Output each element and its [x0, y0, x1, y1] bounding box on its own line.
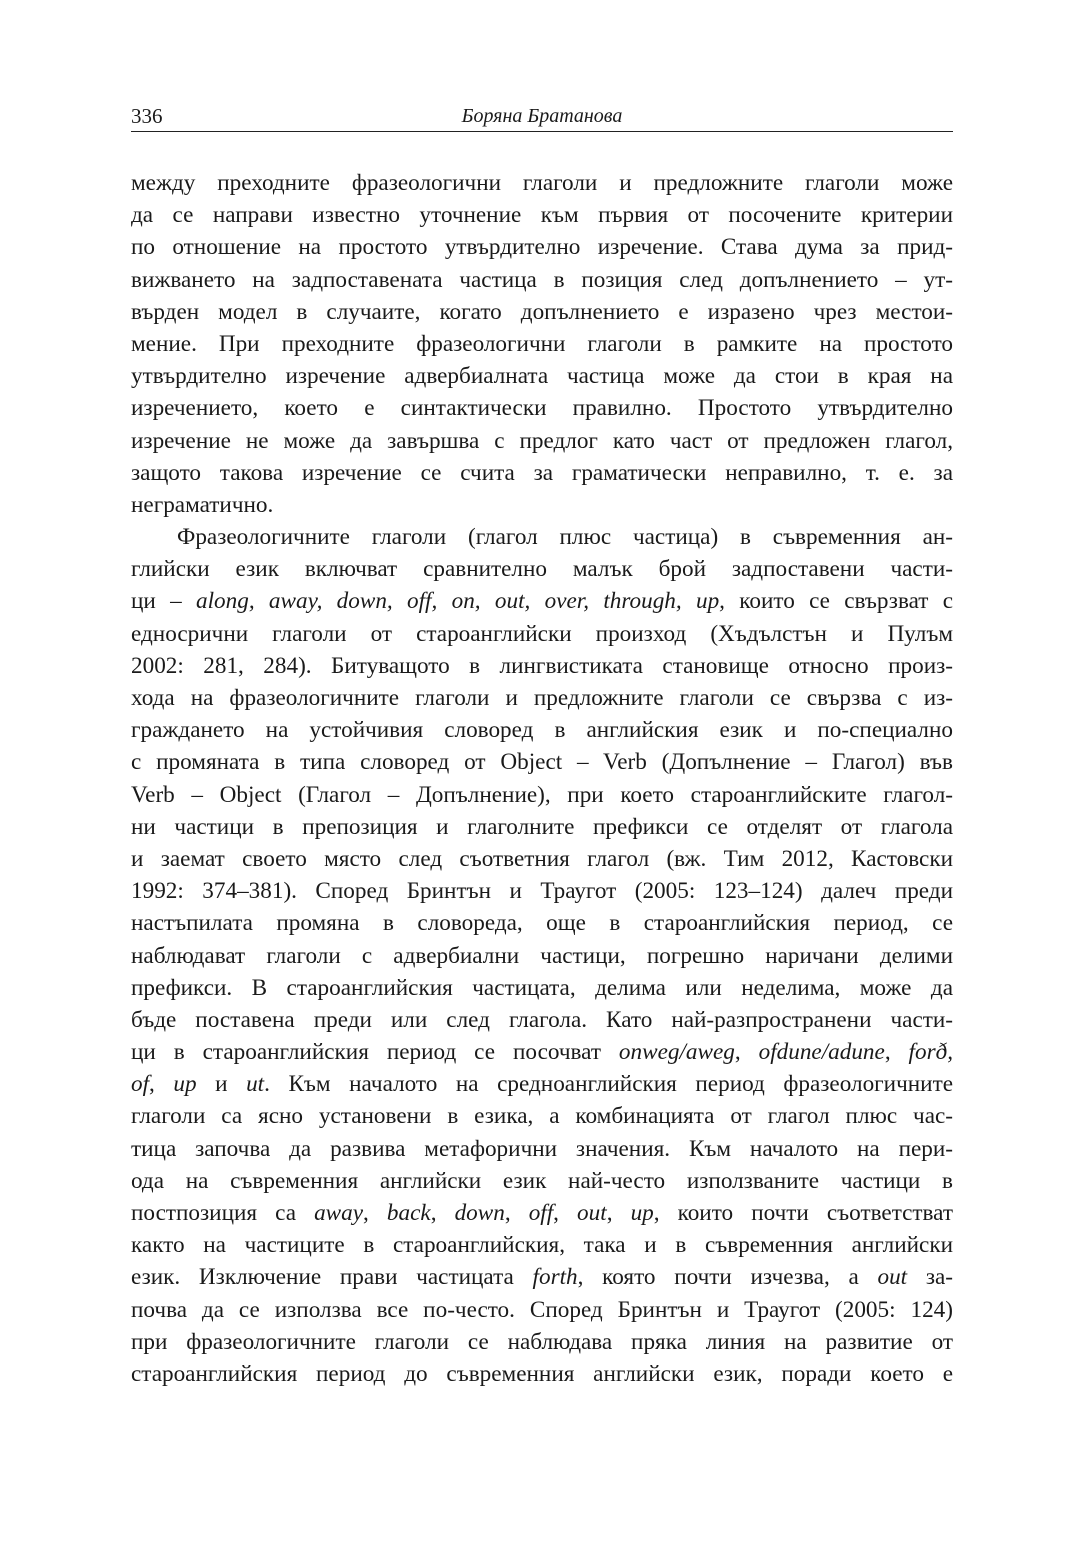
italic-term: out: [877, 1264, 908, 1291]
text-line: ода на съвременния английски език най-често използваните частици в: [131, 1167, 953, 1194]
text-line: [131, 1261, 953, 1293]
text-line: с промяната в типа словоред от Object – Verb (Допълнение – Глагол) във: [131, 749, 953, 776]
text-line: Verb – Object (Глагол – Допълнение), при което староанглийските глагол-: [131, 781, 953, 808]
text-run: ,: [149, 1071, 174, 1098]
text-line: [131, 585, 953, 617]
paragraph-2: [131, 521, 953, 1390]
body-text: [131, 167, 953, 1390]
text-run: и: [196, 1071, 247, 1098]
running-head-author: Боряна Братанова: [461, 105, 623, 127]
italic-term: off: [528, 1200, 554, 1226]
text-run: ци –: [131, 588, 197, 615]
text-line: неграматично.: [131, 491, 274, 518]
text-line: върден модел в случаите, когато допълнението е изразено чрез местои-: [131, 298, 953, 325]
text-run: за-: [907, 1264, 953, 1291]
book-page: [131, 0, 953, 1550]
text-run: постпозиция са: [131, 1200, 315, 1226]
text-line: ни частици в препозиция и глаголните префикси се отделят от глагола: [131, 813, 953, 840]
text-line: защото такова изречение се счита за граматически неправилно, т. е. за: [131, 459, 953, 486]
text-line: Фразеологичните глаголи (глагол плюс частица) в съвременния ан-: [177, 524, 953, 551]
text-run: ,: [504, 1200, 529, 1226]
text-run: ,: [430, 1200, 455, 1226]
text-line: изречение не може да завършва с предлог като част от предложен глагол,: [131, 427, 953, 454]
page-number: 336: [131, 104, 163, 128]
text-line: [131, 1036, 953, 1068]
text-line: [131, 1197, 953, 1229]
text-line: хода на фразеологичните глаголи и предложните глаголи се свързва с из-: [131, 685, 953, 711]
text-line: и заемат своето място след съответния глагол (вж. Тим 2012, Кастовски: [131, 845, 953, 872]
text-run: ,: [884, 1039, 909, 1066]
text-line: между преходните фразеологични глаголи и предложните глаголи може: [131, 170, 953, 196]
text-line: граждането на устойчивия словоред в английския език и по-специално: [131, 717, 953, 744]
paragraph-1: [131, 167, 953, 521]
text-line: староанглийския период до съвременния английски език, поради което е: [131, 1360, 953, 1387]
text-line: наблюдават глаголи с адвербиални частици, погрешно наричани делими: [131, 942, 953, 969]
text-line: по отношение на простото утвърдително изречение. Става дума за прид-: [131, 234, 953, 261]
italic-term: up: [630, 1200, 654, 1226]
italic-term: ofdune/adune: [758, 1039, 885, 1066]
italic-term: away: [314, 1200, 364, 1226]
text-line: както на частиците в староанглийския, така и в съвременния английски: [131, 1232, 953, 1259]
text-line: едносрични глаголи от староанглийски произход (Хъдълстън и Пулъм: [131, 620, 953, 647]
text-line: глаголи са ясно установени в езика, а комбинацията от глагол плюс час-: [131, 1103, 953, 1130]
text-run: ,: [553, 1200, 578, 1226]
italic-term: forth: [532, 1264, 578, 1291]
text-run: , които почти съответстват: [653, 1200, 954, 1226]
text-line: при фразеологичните глаголи се наблюдава пряка линия на развитие от: [131, 1328, 953, 1355]
text-line: бъде поставена преди или след глагола. Като най-разпространени части-: [131, 1006, 953, 1033]
text-line: 2002: 281, 284). Битуващото в лингвистиката становище относно произ-: [131, 652, 953, 679]
text-run: език. Изключение прави частицата: [131, 1264, 533, 1291]
italic-term: out: [577, 1200, 607, 1226]
italic-term: back: [386, 1200, 431, 1226]
text-run: ци в староанглийския период се посочват: [131, 1039, 619, 1066]
running-header: [131, 103, 953, 132]
text-run: ,: [606, 1200, 631, 1226]
text-line: утвърдително изречение адвербиалната частица може да стои в края на: [131, 363, 953, 390]
italic-term: of: [131, 1071, 150, 1098]
italic-term: down: [454, 1200, 505, 1226]
italic-term: up: [173, 1071, 197, 1098]
text-line: почва да се използва все по-често. Според Бринтън и Траугот (2005: 124): [131, 1296, 953, 1323]
text-line: [131, 1068, 953, 1100]
italic-term: forð,: [908, 1039, 953, 1066]
text-line: да се направи известно уточнение към първия от посочените критерии: [131, 202, 953, 229]
text-run: които се свързват с: [724, 588, 953, 615]
text-run: ,: [363, 1200, 387, 1226]
text-line: мение. При преходните фразеологични глаголи в рамките на простото: [131, 330, 953, 357]
text-line: настъпилата промяна в словореда, още в староанглийския период, се: [131, 910, 953, 937]
text-line: вижването на задпоставената частица в позиция след допълнението – ут-: [131, 266, 953, 293]
text-line: префикси. В староанглийския частицата, делима или неделима, може да: [131, 974, 953, 1001]
text-line: изречението, което е синтактически правилно. Простото утвърдително: [131, 395, 953, 422]
italic-term: along, away, down, off, on, out, over, through, up,: [196, 588, 725, 615]
text-run: ,: [734, 1039, 759, 1066]
text-run: , която почти изчезва, а: [577, 1264, 878, 1291]
text-line: глийски език включват сравнително малък брой задпоставени части-: [131, 556, 953, 583]
text-line: тица започва да развива метафорични значения. Към началото на пери-: [131, 1135, 953, 1162]
italic-term: onweg/aweg: [618, 1039, 735, 1066]
italic-term: ut: [246, 1071, 265, 1098]
text-run: . Към началото на средноанглийския период фразеологичните: [264, 1071, 953, 1098]
text-line: 1992: 374–381). Според Бринтън и Траугот (2005: 123–124) далеч преди: [131, 878, 953, 905]
